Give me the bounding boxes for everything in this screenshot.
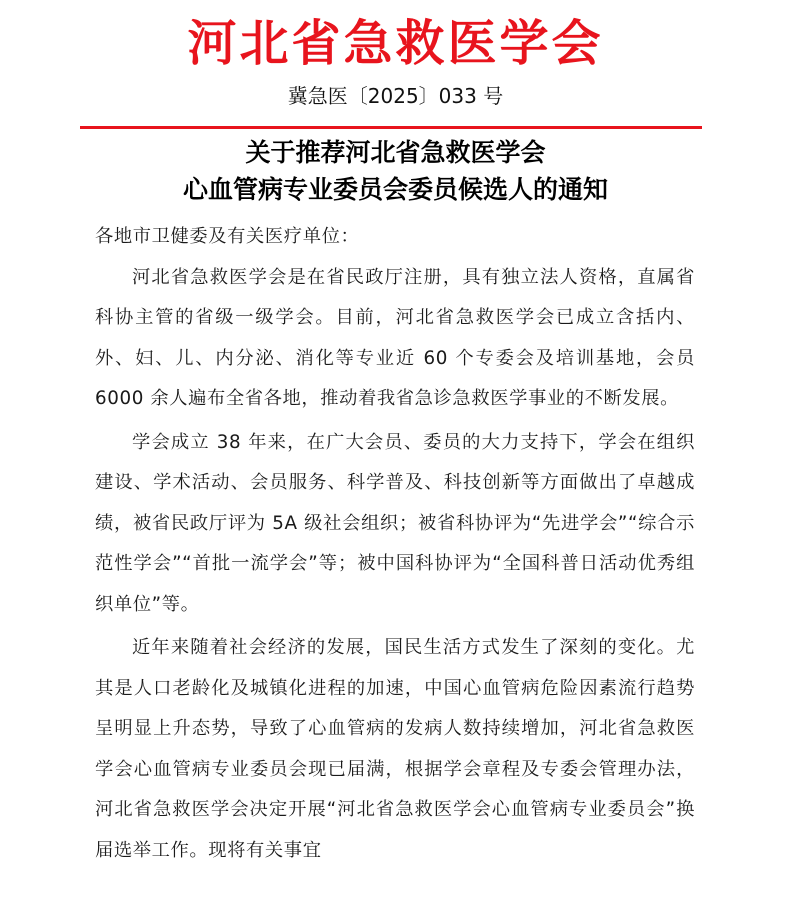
paragraph-background: 近年来随着社会经济的发展，国民生活方式发生了深刻的变化。尤其是人口老龄化及城镇化进程的加速，中国心血管病危险因素流行趋势呈明显上升态势，导致了心血管病的发病人数持续增加，河北省急救医学会心血管病专业委员会现已届满，根据学会章程及专委会管理办法，河北省急救医学会决定开展“河北省急救医学会心血管病专业委员会”换届选举工作。现将有关事宜	[95, 637, 696, 861]
paragraph-achievements: 学会成立 38 年来，在广大会员、委员的大力支持下，学会在组织建设、学术活动、会员服务、科学普及、科技创新等方面做出了卓越成绩，被省民政厅评为 5A 级社会组织；被省科协评为“先进学会”“综合示范性学会”“首批一流学会”等；被中国科协评为“全国科普日活动优秀组织单位”等。	[95, 431, 695, 615]
document-number: 冀急医〔2025〕033 号	[287, 84, 504, 108]
paragraph-intro: 河北省急救医学会是在省民政厅注册，具有独立法人资格，直属省科协主管的省级一级学会。目前，河北省急救医学会已成立含括内、外、妇、儿、内分泌、消化等专业近 60 个专委会及培训基地，会员 6000 余人遍布全省各地，推动着我省急诊急救医学事业的不断发展。	[95, 266, 695, 409]
notice-body	[95, 217, 695, 871]
org-masthead: 河北省急救医学会	[187, 14, 604, 72]
notice-title-line-2: 心血管病专业委员会委员候选人的通知	[182, 175, 608, 204]
red-divider-line	[80, 126, 702, 129]
notice-title-line-1: 关于推荐河北省急救医学会	[245, 138, 546, 167]
salutation: 各地市卫健委及有关医疗单位：	[95, 226, 360, 247]
